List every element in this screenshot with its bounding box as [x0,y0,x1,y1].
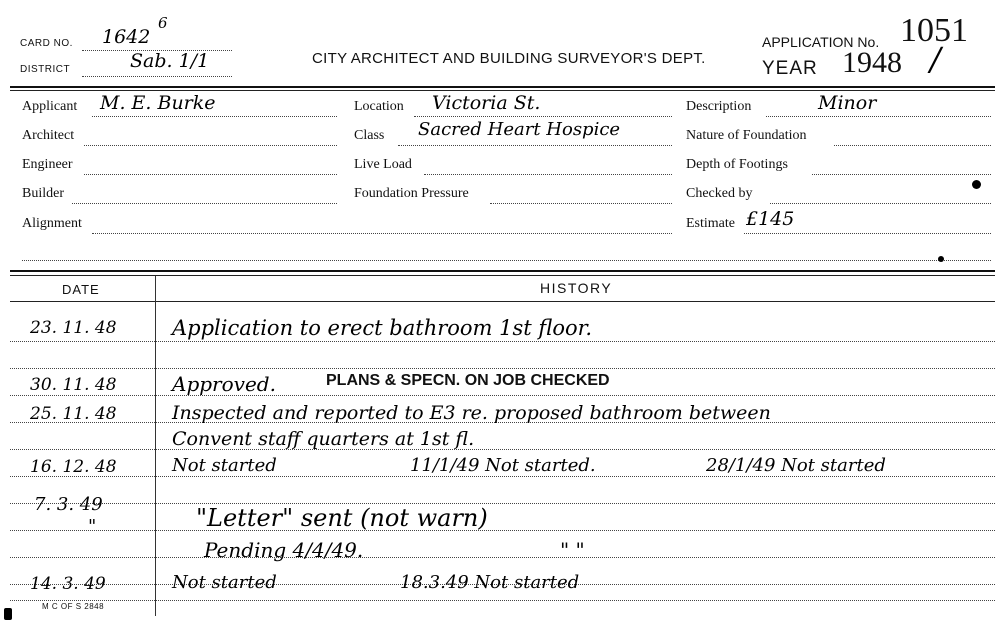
history-entry: " " [560,538,585,562]
history-entry: Inspected and reported to E3 re. proposed bathroom between [172,402,771,424]
history-entry: 11/1/49 Not started. [410,455,596,476]
form-code: M C OF S 2848 [42,602,105,611]
estimate-value: £145 [746,208,795,230]
card-no-value: 1642 [102,26,151,48]
slash-mark: / [930,40,941,78]
history-entry: 18.3.49 Not started [400,572,580,593]
nature-of-foundation-label: Nature of Foundation [686,128,807,143]
application-label: APPLICATION No. [762,34,880,50]
history-date: 30. 11. 48 [30,375,117,395]
history-entry: 28/1/49 Not started [706,455,886,476]
architect-label: Architect [22,128,75,143]
description-value: Minor [818,92,877,114]
history-entry: Pending 4/4/49. [204,538,364,562]
district-value: Sab. 1/1 [130,50,210,72]
history-date: " [88,516,97,537]
card-no-label: CARD NO. [20,38,73,49]
card-no-suffix: 6 [158,14,168,32]
history-date: 25. 11. 48 [30,404,117,424]
checked-stamp: PLANS & SPECN. ON JOB CHECKED [326,372,610,389]
history-date: 16. 12. 48 [30,457,117,477]
history-entry: "Letter" sent (not warn) [196,504,488,532]
history-header: HISTORY [540,280,613,296]
applicant-label: Applicant [22,99,78,114]
engineer-label: Engineer [22,157,73,172]
alignment-label: Alignment [22,216,82,231]
year-value: 1948 [842,46,902,79]
application-number: 1051 [900,12,968,49]
location-label: Location [354,99,404,114]
history-date: 14. 3. 49 [30,574,106,594]
description-label: Description [686,99,752,114]
foundation-pressure-label: Foundation Pressure [354,186,469,201]
estimate-label: Estimate [686,216,735,231]
depth-of-footings-label: Depth of Footings [686,157,788,172]
live-load-label: Live Load [354,157,412,172]
district-label: DISTRICT [20,64,71,75]
history-entry: Approved. [172,372,276,396]
history-entry: Not started [172,455,277,476]
history-entry: Application to erect bathroom 1st floor. [172,316,593,340]
history-entry: Convent staff quarters at 1st fl. [172,428,475,450]
history-entry: Not started [172,572,277,593]
history-date: 23. 11. 48 [30,318,117,338]
department-title: CITY ARCHITECT AND BUILDING SURVEYOR'S DEPT. [312,50,706,67]
class-label: Class [354,128,385,143]
builder-label: Builder [22,186,64,201]
history-date: 7. 3. 49 [34,494,103,515]
location-value: Victoria St. [432,92,541,114]
date-header: DATE [62,282,100,297]
checked-by-label: Checked by [686,186,753,201]
class-value: Sacred Heart Hospice [418,119,621,140]
year-label: YEAR [762,58,818,79]
applicant-value: M. E. Burke [100,92,216,114]
